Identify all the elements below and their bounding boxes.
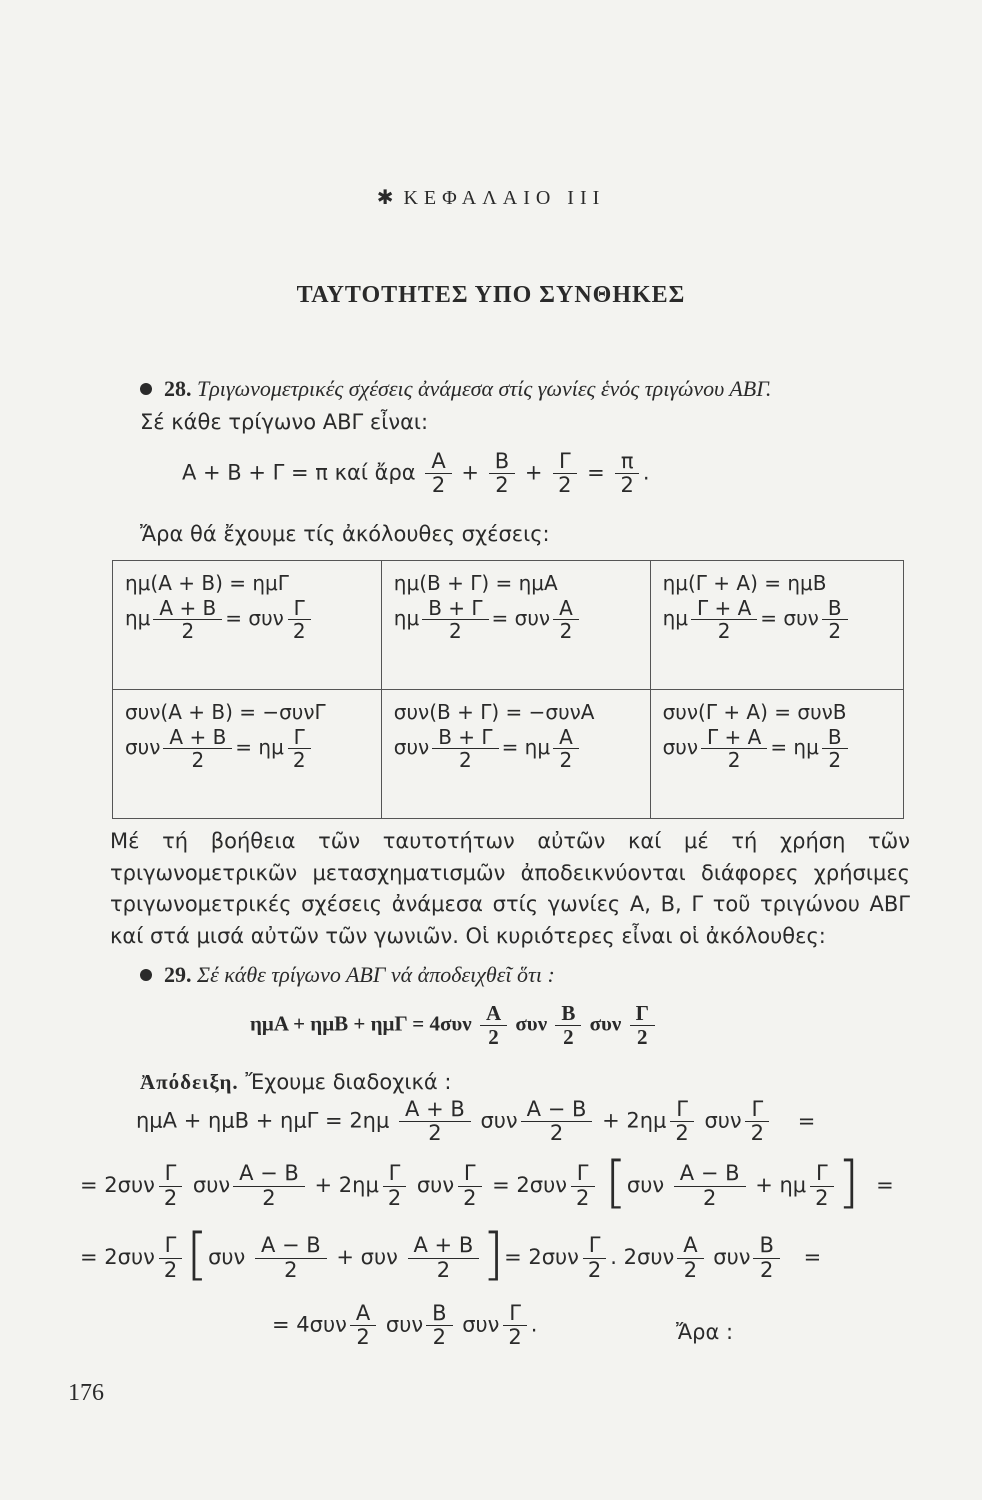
fraction (457, 1162, 482, 1209)
denominator: 2 (563, 1025, 574, 1050)
denominator: 2 (620, 473, 634, 498)
denominator: 2 (284, 1257, 298, 1282)
fraction (674, 1162, 746, 1209)
identity-line (663, 726, 895, 771)
operator: = (797, 1108, 816, 1133)
identity-line: ημ(Γ + Α) = ημΒ (662, 571, 827, 595)
denominator: 2 (675, 1121, 689, 1146)
fraction (745, 1098, 770, 1145)
bracket: ] (482, 1222, 505, 1287)
fraction (408, 1234, 480, 1281)
bullet-icon (140, 383, 152, 395)
expr: συν (626, 1173, 665, 1197)
bracket: [ (186, 1222, 209, 1287)
fraction (582, 1234, 607, 1281)
expr: συν (462, 1312, 500, 1337)
expr: = 2συν (492, 1173, 567, 1197)
numerator: Γ + Α (691, 597, 757, 620)
denominator: 2 (508, 1325, 522, 1350)
fraction (399, 1098, 471, 1145)
fraction (422, 597, 488, 642)
denominator: 2 (292, 619, 306, 643)
proof-label: Ἀπόδειξη. (140, 1070, 239, 1094)
denominator: 2 (488, 1025, 499, 1050)
fraction (255, 1234, 327, 1281)
denominator: 2 (815, 1185, 829, 1210)
fraction (489, 450, 515, 497)
operator: = (876, 1173, 894, 1197)
numerator: Γ (288, 726, 311, 749)
table-row (113, 561, 904, 690)
operator: = (803, 1245, 822, 1269)
numerator: Γ (630, 1002, 655, 1026)
numerator: Α − Β (255, 1234, 327, 1258)
fn-name: ημ (393, 606, 420, 630)
numerator: Β + Γ (432, 726, 498, 749)
body-paragraph: Μέ τή βοήθεια τῶν ταυτοτήτων αὐτῶν καί μέ τή χρήση τῶν τριγωνομετρικῶν μετασχηματισμῶν ἀποδεικνύονται διάφορες χρήσιμες τριγωνομετρικές σχέσεις ἀνάμεσα στίς γωνίες Α, Β, Γ τοῦ τριγώνου ΑΒΓ καί στά μισά αὐτῶν τῶν γωνιῶν. Οἱ κυριότερες εἶναι οἱ ἀκόλουθες: (110, 829, 910, 948)
fraction (350, 1302, 376, 1349)
fn-name: ημ (662, 606, 688, 630)
numerator: Β (555, 1002, 581, 1026)
expr: συν (416, 1173, 455, 1197)
section-heading-text: Σέ κάθε τρίγωνο ΑΒΓ νά ἀποδειχθεῖ ὅτι : (197, 962, 555, 987)
denominator: 2 (637, 1025, 648, 1050)
fraction (630, 1002, 655, 1049)
section-28-after: Ἄρα θά ἔχουμε τίς ἀκόλουθες σχέσεις: (140, 522, 550, 546)
fn-name: συν (662, 735, 699, 759)
operator: + (524, 460, 543, 485)
fraction (553, 726, 579, 771)
section-heading-text: Τριγωνομετρικές σχέσεις ἀνάμεσα στίς γωνίες ἑνός τριγώνου ΑΒΓ. (197, 376, 772, 401)
operator: + (461, 460, 480, 485)
section-number: 28. (164, 376, 192, 401)
fraction (669, 1098, 694, 1145)
fraction (822, 726, 848, 771)
table-cell (113, 690, 382, 819)
denominator: 2 (750, 1121, 765, 1146)
fraction (432, 726, 498, 771)
numerator: Α − Β (674, 1162, 746, 1186)
numerator: Α (553, 726, 579, 749)
period: . (530, 1312, 538, 1337)
fraction (382, 1162, 407, 1209)
numerator: Γ (571, 1162, 595, 1186)
denominator: 2 (828, 619, 842, 643)
denominator: 2 (449, 619, 462, 643)
fn-name: = συν (225, 606, 284, 630)
chapter-label: ΚΕΦΑΛΑΙΟ ΙΙΙ (403, 187, 606, 209)
identity-line: συν(Β + Γ) = −συνΑ (393, 700, 595, 724)
fraction (555, 1002, 581, 1049)
expr: = 2συν (80, 1173, 155, 1197)
expr: = 2συν (504, 1245, 579, 1269)
fraction (809, 1162, 834, 1209)
fraction (701, 726, 767, 771)
numerator: Α (350, 1302, 376, 1326)
equation-lhs: ημΑ + ημΒ + ημΓ = 4συν (250, 1011, 472, 1036)
numerator: Β (753, 1234, 779, 1258)
numerator: Α + Β (163, 726, 232, 749)
identity-line (663, 597, 895, 642)
table-cell (650, 561, 903, 690)
denominator: 2 (463, 1185, 477, 1210)
angle-sum-equation (182, 450, 650, 497)
fn-name: = συν (760, 606, 819, 630)
numerator: Γ (583, 1234, 607, 1258)
chapter-heading (0, 185, 982, 210)
numerator: Α (425, 450, 451, 474)
fraction (521, 1098, 593, 1145)
denominator: 2 (432, 1325, 446, 1350)
numerator: Α − Β (521, 1098, 593, 1122)
fn-name: συν (589, 1011, 622, 1036)
numerator: Γ (383, 1162, 407, 1186)
fraction (158, 1162, 183, 1209)
expr: συν (192, 1173, 231, 1197)
table-cell (381, 561, 650, 690)
fraction (425, 450, 451, 497)
numerator: Α (480, 1002, 507, 1026)
denominator: 2 (683, 1257, 698, 1282)
fraction (691, 597, 757, 642)
identity-line: ημ(Α + Β) = ημΓ (125, 571, 289, 595)
expr: συν (208, 1245, 246, 1269)
numerator: Γ (458, 1162, 482, 1186)
page-number: 176 (68, 1380, 104, 1406)
fraction (153, 597, 222, 642)
expr: ημΑ + ημΒ + ημΓ = 2ημ (136, 1108, 390, 1133)
fraction (677, 1234, 703, 1281)
numerator: Γ (745, 1098, 769, 1122)
numerator: Γ + Α (701, 726, 767, 749)
identity-line: συν(Α + Β) = −συνΓ (125, 700, 326, 724)
fraction (502, 1302, 527, 1349)
numerator: Γ (159, 1162, 183, 1186)
fn-name: συν (515, 1011, 548, 1036)
proof-line-4 (272, 1302, 537, 1349)
numerator: Γ (553, 450, 577, 474)
proof-line-3 (80, 1222, 822, 1287)
fn-name: = ημ (770, 735, 819, 759)
denominator: 2 (702, 1185, 717, 1210)
numerator: Α + Β (408, 1234, 480, 1258)
proof-intro (140, 1070, 451, 1095)
denominator: 2 (191, 748, 205, 772)
fn-name: ημ (125, 606, 151, 630)
denominator: 2 (828, 748, 842, 772)
denominator: 2 (575, 1185, 590, 1210)
equation-lhs: Α + Β + Γ = π καί ἄρα (182, 460, 416, 485)
section-29-equation (250, 1002, 658, 1049)
denominator: 2 (727, 748, 741, 772)
identity-line: ημ(Β + Γ) = ημΑ (393, 571, 558, 595)
bracket: ] (837, 1150, 860, 1215)
numerator: Β + Γ (422, 597, 488, 620)
denominator: 2 (431, 473, 446, 498)
denominator: 2 (181, 619, 195, 643)
identity-line (125, 726, 373, 771)
expr: + ημ (755, 1173, 807, 1197)
fraction (158, 1234, 183, 1281)
section-28-intro: Σέ κάθε τρίγωνο ΑΒΓ εἶναι: (140, 410, 429, 434)
proof-line-2 (80, 1150, 894, 1215)
fraction (163, 726, 232, 771)
numerator: Γ (159, 1234, 183, 1258)
denominator: 2 (459, 748, 472, 772)
denominator: 2 (428, 1121, 442, 1146)
table-cell (650, 690, 903, 819)
numerator: Β (822, 597, 848, 620)
expr: . 2συν (610, 1245, 675, 1269)
proof-line-1 (136, 1098, 815, 1145)
denominator: 2 (495, 473, 509, 498)
identity-line (125, 597, 373, 642)
fraction (233, 1162, 305, 1209)
denominator: 2 (387, 1185, 402, 1210)
fraction (753, 1234, 779, 1281)
identity-line (394, 726, 642, 771)
denominator: 2 (436, 1257, 451, 1282)
fn-name: = ημ (235, 735, 284, 759)
expr: + 2ημ (314, 1173, 379, 1197)
denominator: 2 (717, 619, 731, 643)
numerator: Γ (810, 1162, 834, 1186)
expr: + συν (336, 1245, 398, 1269)
operator: = (587, 460, 605, 485)
expr: συν (480, 1108, 518, 1133)
table-cell (381, 690, 650, 819)
denominator: 2 (559, 748, 573, 772)
numerator: Α + Β (399, 1098, 471, 1122)
expr: + 2ημ (602, 1108, 667, 1133)
fraction (552, 450, 577, 497)
numerator: Β (426, 1302, 452, 1326)
denominator: 2 (163, 1185, 178, 1210)
denominator: 2 (549, 1121, 564, 1146)
numerator: Β (822, 726, 848, 749)
numerator: Γ (288, 597, 311, 620)
section-number: 29. (164, 962, 192, 987)
fraction (570, 1162, 595, 1209)
table-cell (113, 561, 382, 690)
proof-text: Ἔχουμε διαδοχικά : (245, 1070, 452, 1094)
fn-name: συν (393, 735, 430, 759)
table-row (113, 690, 904, 819)
denominator: 2 (759, 1257, 774, 1282)
fraction (426, 1302, 452, 1349)
denominator: 2 (163, 1257, 178, 1282)
expr: = 2συν (80, 1245, 155, 1269)
fraction (553, 597, 579, 642)
identity-table (112, 560, 904, 819)
ara-label: Ἄρα : (676, 1320, 734, 1344)
page-title: ΤΑΥΤΟΤΗΤΕΣ ΥΠΟ ΣΥΝΘΗΚΕΣ (296, 282, 686, 308)
numerator: Α (677, 1234, 703, 1258)
fraction (480, 1002, 507, 1049)
numerator: Β (489, 450, 515, 474)
denominator: 2 (559, 619, 573, 643)
numerator: Α − Β (233, 1162, 305, 1186)
bracket: [ (605, 1150, 627, 1215)
section-29-heading (140, 962, 555, 988)
expr: = 4συν (272, 1312, 347, 1337)
fn-name: = συν (491, 606, 551, 630)
fn-name: = ημ (501, 735, 551, 759)
expr: συν (713, 1245, 751, 1269)
fraction (822, 597, 848, 642)
numerator: Α + Β (153, 597, 222, 620)
denominator: 2 (292, 748, 306, 772)
section-28-heading (140, 376, 771, 402)
expr: συν (704, 1108, 742, 1133)
identity-line (394, 597, 642, 642)
fn-name: συν (125, 735, 161, 759)
identity-line: συν(Γ + Α) = συνΒ (662, 700, 847, 724)
denominator: 2 (262, 1185, 276, 1210)
fraction (287, 726, 312, 771)
period: . (642, 460, 650, 485)
numerator: π (615, 450, 640, 474)
denominator: 2 (356, 1325, 370, 1350)
numerator: Α (553, 597, 579, 620)
numerator: Γ (503, 1302, 527, 1326)
denominator: 2 (558, 473, 572, 498)
denominator: 2 (587, 1257, 602, 1282)
fraction (614, 450, 639, 497)
bullet-icon (140, 969, 152, 981)
star-icon: ✱ (376, 187, 394, 209)
expr: συν (385, 1312, 424, 1337)
numerator: Γ (670, 1098, 694, 1122)
fraction (287, 597, 312, 642)
